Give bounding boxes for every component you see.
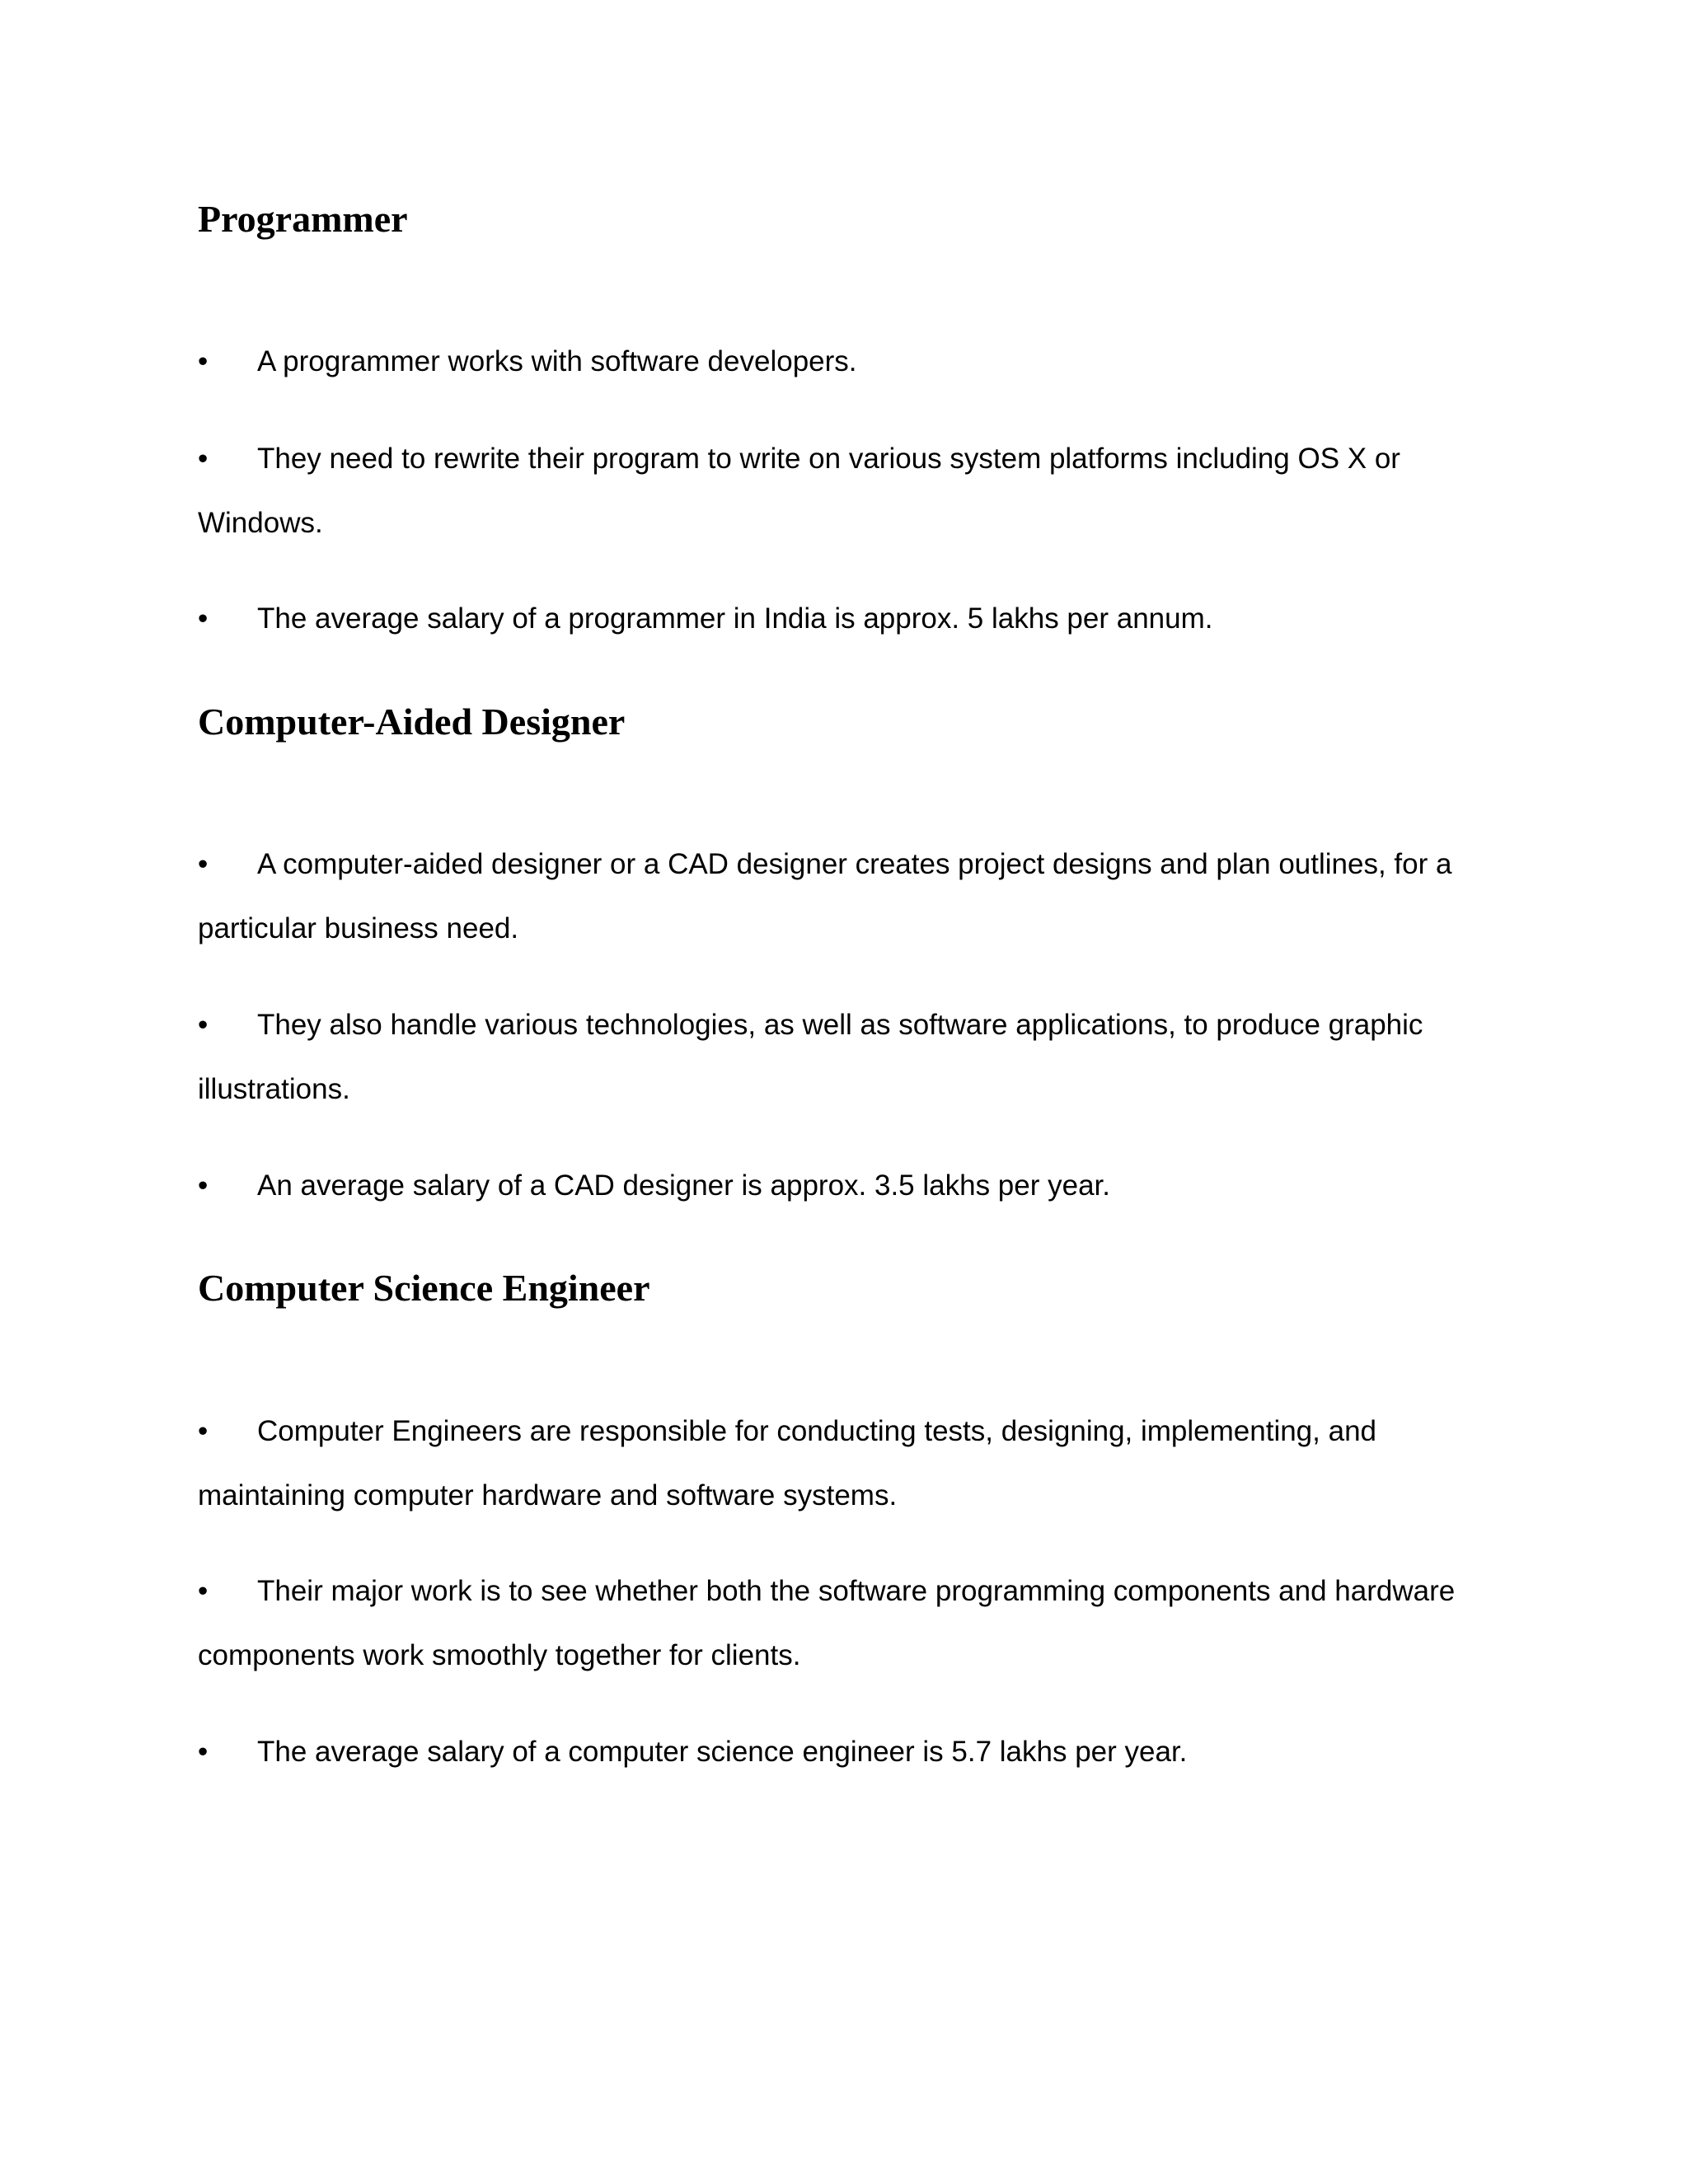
list-item [198,1720,1500,1784]
list-item [198,1559,1500,1688]
list-item [198,832,1500,961]
list-item-text: An average salary of a CAD designer is approx. 3.5 lakhs per year. [257,1169,1110,1202]
list-item-text: Their major work is to see whether both the software programming components and hardware components work smoothly together for clients. [198,1575,1456,1671]
bullet-icon: • [198,443,209,475]
section-heading-programmer: Programmer [198,198,408,240]
list-item-text: The average salary of a programmer in India is approx. 5 lakhs per annum. [257,602,1213,635]
list-item-text: Computer Engineers are responsible for conducting tests, designing, implementing, and maintaining computer hardware and software systems. [198,1415,1376,1511]
list-item-text: They need to rewrite their program to write on various system platforms including OS X or Windows. [198,443,1400,539]
list-item-text: A programmer works with software developers. [257,345,857,377]
list-item [198,993,1500,1122]
bullet-icon: • [198,602,209,635]
list-item-text: A computer-aided designer or a CAD designer creates project designs and plan outlines, for a particular business need. [198,848,1452,944]
list-item [198,427,1500,555]
list-item [198,330,1500,394]
bullet-icon: • [198,1575,209,1607]
bullet-icon: • [198,848,209,880]
bullet-icon: • [198,1736,209,1768]
list-item [198,1154,1500,1218]
list-item [198,1399,1500,1528]
section-heading-computer-aided-designer: Computer-Aided Designer [198,701,626,743]
list-item-text: They also handle various technologies, as well as software applications, to produce graphic illustrations. [198,1009,1423,1105]
bullet-icon: • [198,345,209,377]
bullet-icon: • [198,1415,209,1447]
list-item [198,587,1500,651]
bullet-icon: • [198,1009,209,1041]
bullet-icon: • [198,1169,209,1202]
section-heading-computer-science-engineer: Computer Science Engineer [198,1267,650,1309]
list-item-text: The average salary of a computer science engineer is 5.7 lakhs per year. [257,1736,1188,1768]
